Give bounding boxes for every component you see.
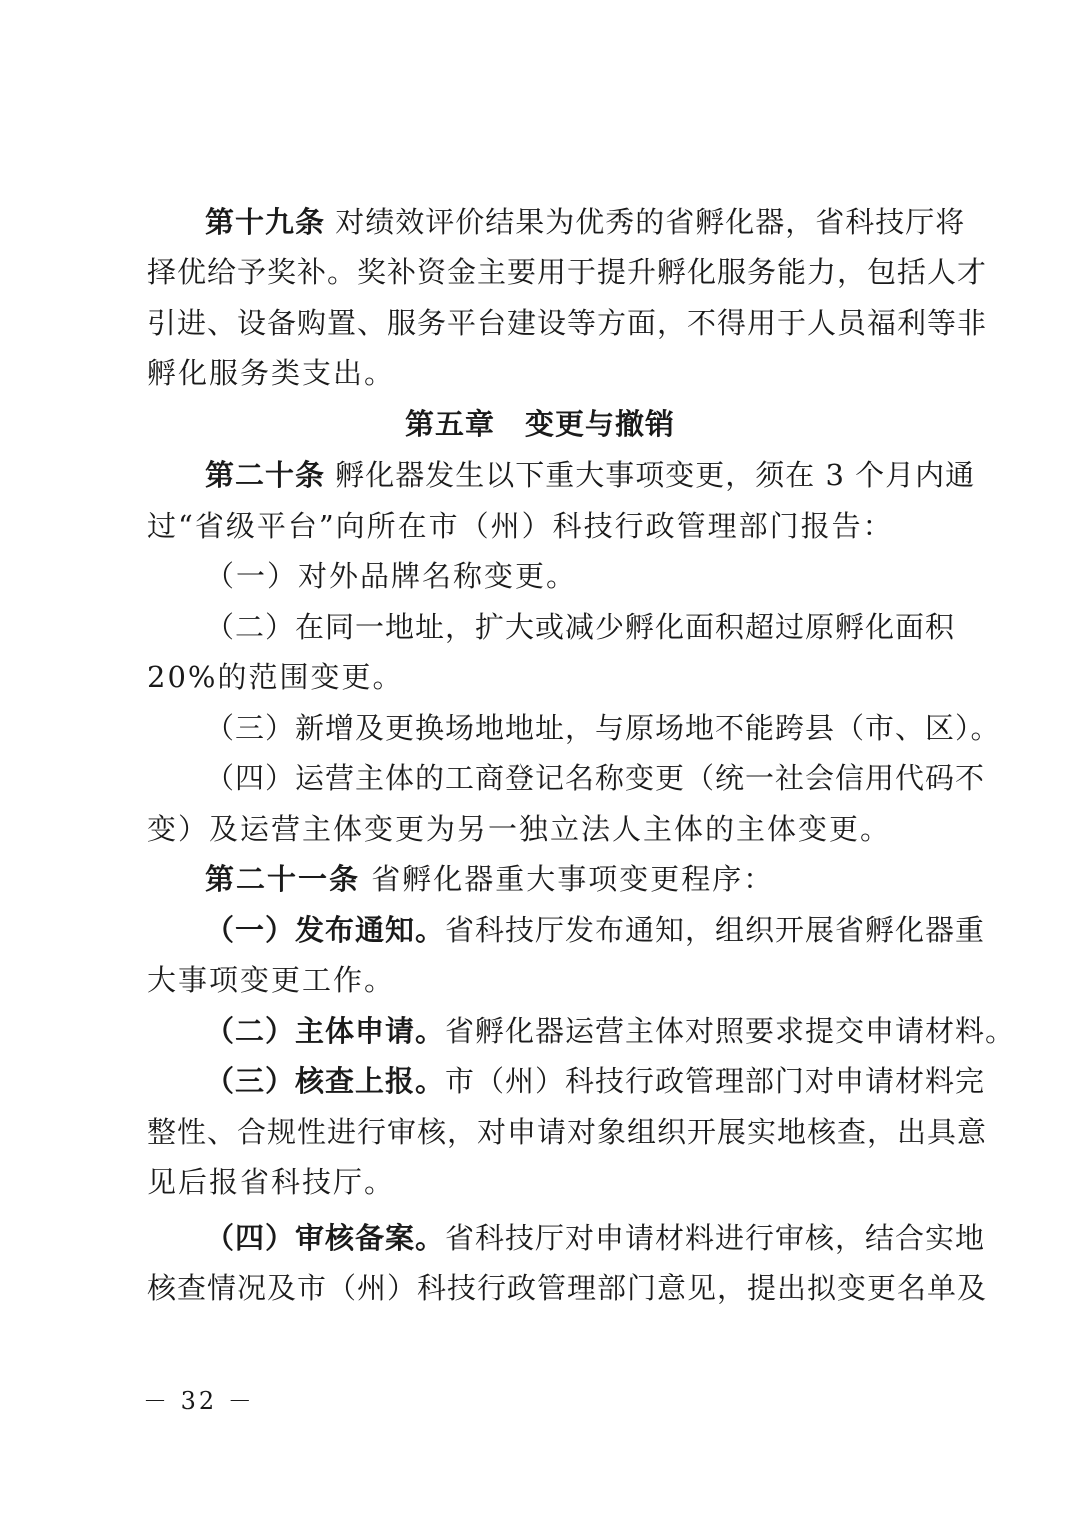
article-19-label: 第十九条 — [205, 205, 326, 239]
article-21-step-3-line-2: 整性、合规性进行审核，对申请对象组织开展实地核查，出具意 — [147, 1115, 988, 1149]
article-19-line-1 — [205, 196, 966, 248]
article-21-text: 省孵化器重大事项变更程序： — [371, 862, 775, 896]
article-20-item-3: （三）新增及更换场地地址，与原场地不能跨县（市、区）。 — [205, 711, 1001, 745]
article-21-step-4-line-1 — [205, 1212, 986, 1264]
article-20-item-2-line-2: 20%的范围变更。 — [147, 660, 404, 694]
article-21-step-1-line-2: 大事项变更工作。 — [147, 963, 396, 997]
chapter-number: 第五章 — [404, 407, 495, 441]
step-2-heading: （二）主体申请。 — [205, 1014, 446, 1048]
article-21-step-1-line-1 — [205, 904, 986, 956]
step-1-heading: （一）发布通知。 — [205, 913, 446, 947]
article-21-step-3-line-3: 见后报省科技厅。 — [147, 1165, 396, 1199]
step-3-heading: （三）核查上报。 — [205, 1064, 446, 1098]
article-20-line-1 — [205, 449, 976, 501]
article-20-item-4-line-1: （四）运营主体的工商登记名称变更（统一社会信用代码不 — [205, 761, 986, 795]
article-19-line-3: 引进、设备购置、服务平台建设等方面，不得用于人员福利等非 — [147, 306, 988, 340]
article-19-line-2: 择优给予奖补。奖补资金主要用于提升孵化服务能力，包括人才 — [147, 255, 988, 289]
article-21-step-2 — [205, 1005, 1016, 1057]
step-1-text: 省科技厅发布通知，组织开展省孵化器重 — [445, 913, 986, 947]
article-20-item-1: （一）对外品牌名称变更。 — [205, 559, 578, 593]
article-21-step-4-line-2: 核查情况及市（州）科技行政管理部门意见，提出拟变更名单及 — [147, 1271, 988, 1305]
article-20-line-2: 过“省级平台”向所在市（州）科技行政管理部门报告： — [147, 509, 894, 543]
step-4-text: 省科技厅对申请材料进行审核，结合实地 — [445, 1221, 986, 1255]
article-21-line-1 — [205, 853, 774, 905]
article-20-item-2-line-1: （二）在同一地址，扩大或减少孵化面积超过原孵化面积 — [205, 610, 956, 644]
step-4-heading: （四）审核备案。 — [205, 1221, 446, 1255]
article-20-item-4-line-2: 变）及运营主体变更为另一独立法人主体的主体变更。 — [147, 812, 892, 846]
article-19-line-4: 孵化服务类支出。 — [147, 356, 396, 390]
chapter-heading — [0, 398, 1080, 450]
step-3-text: 市（州）科技行政管理部门对申请材料完 — [445, 1064, 986, 1098]
article-20-text: 孵化器发生以下重大事项变更，须在 3 个月内通 — [335, 458, 976, 492]
page-number: － 32 － — [143, 1387, 255, 1415]
article-20-label: 第二十条 — [205, 458, 326, 492]
article-21-step-3-line-1 — [205, 1055, 986, 1107]
step-2-text: 省孵化器运营主体对照要求提交申请材料。 — [445, 1014, 1016, 1048]
article-21-label: 第二十一条 — [205, 862, 361, 896]
chapter-title: 变更与撤销 — [525, 407, 676, 441]
article-19-text: 对绩效评价结果为优秀的省孵化器，省科技厅将 — [335, 205, 966, 239]
